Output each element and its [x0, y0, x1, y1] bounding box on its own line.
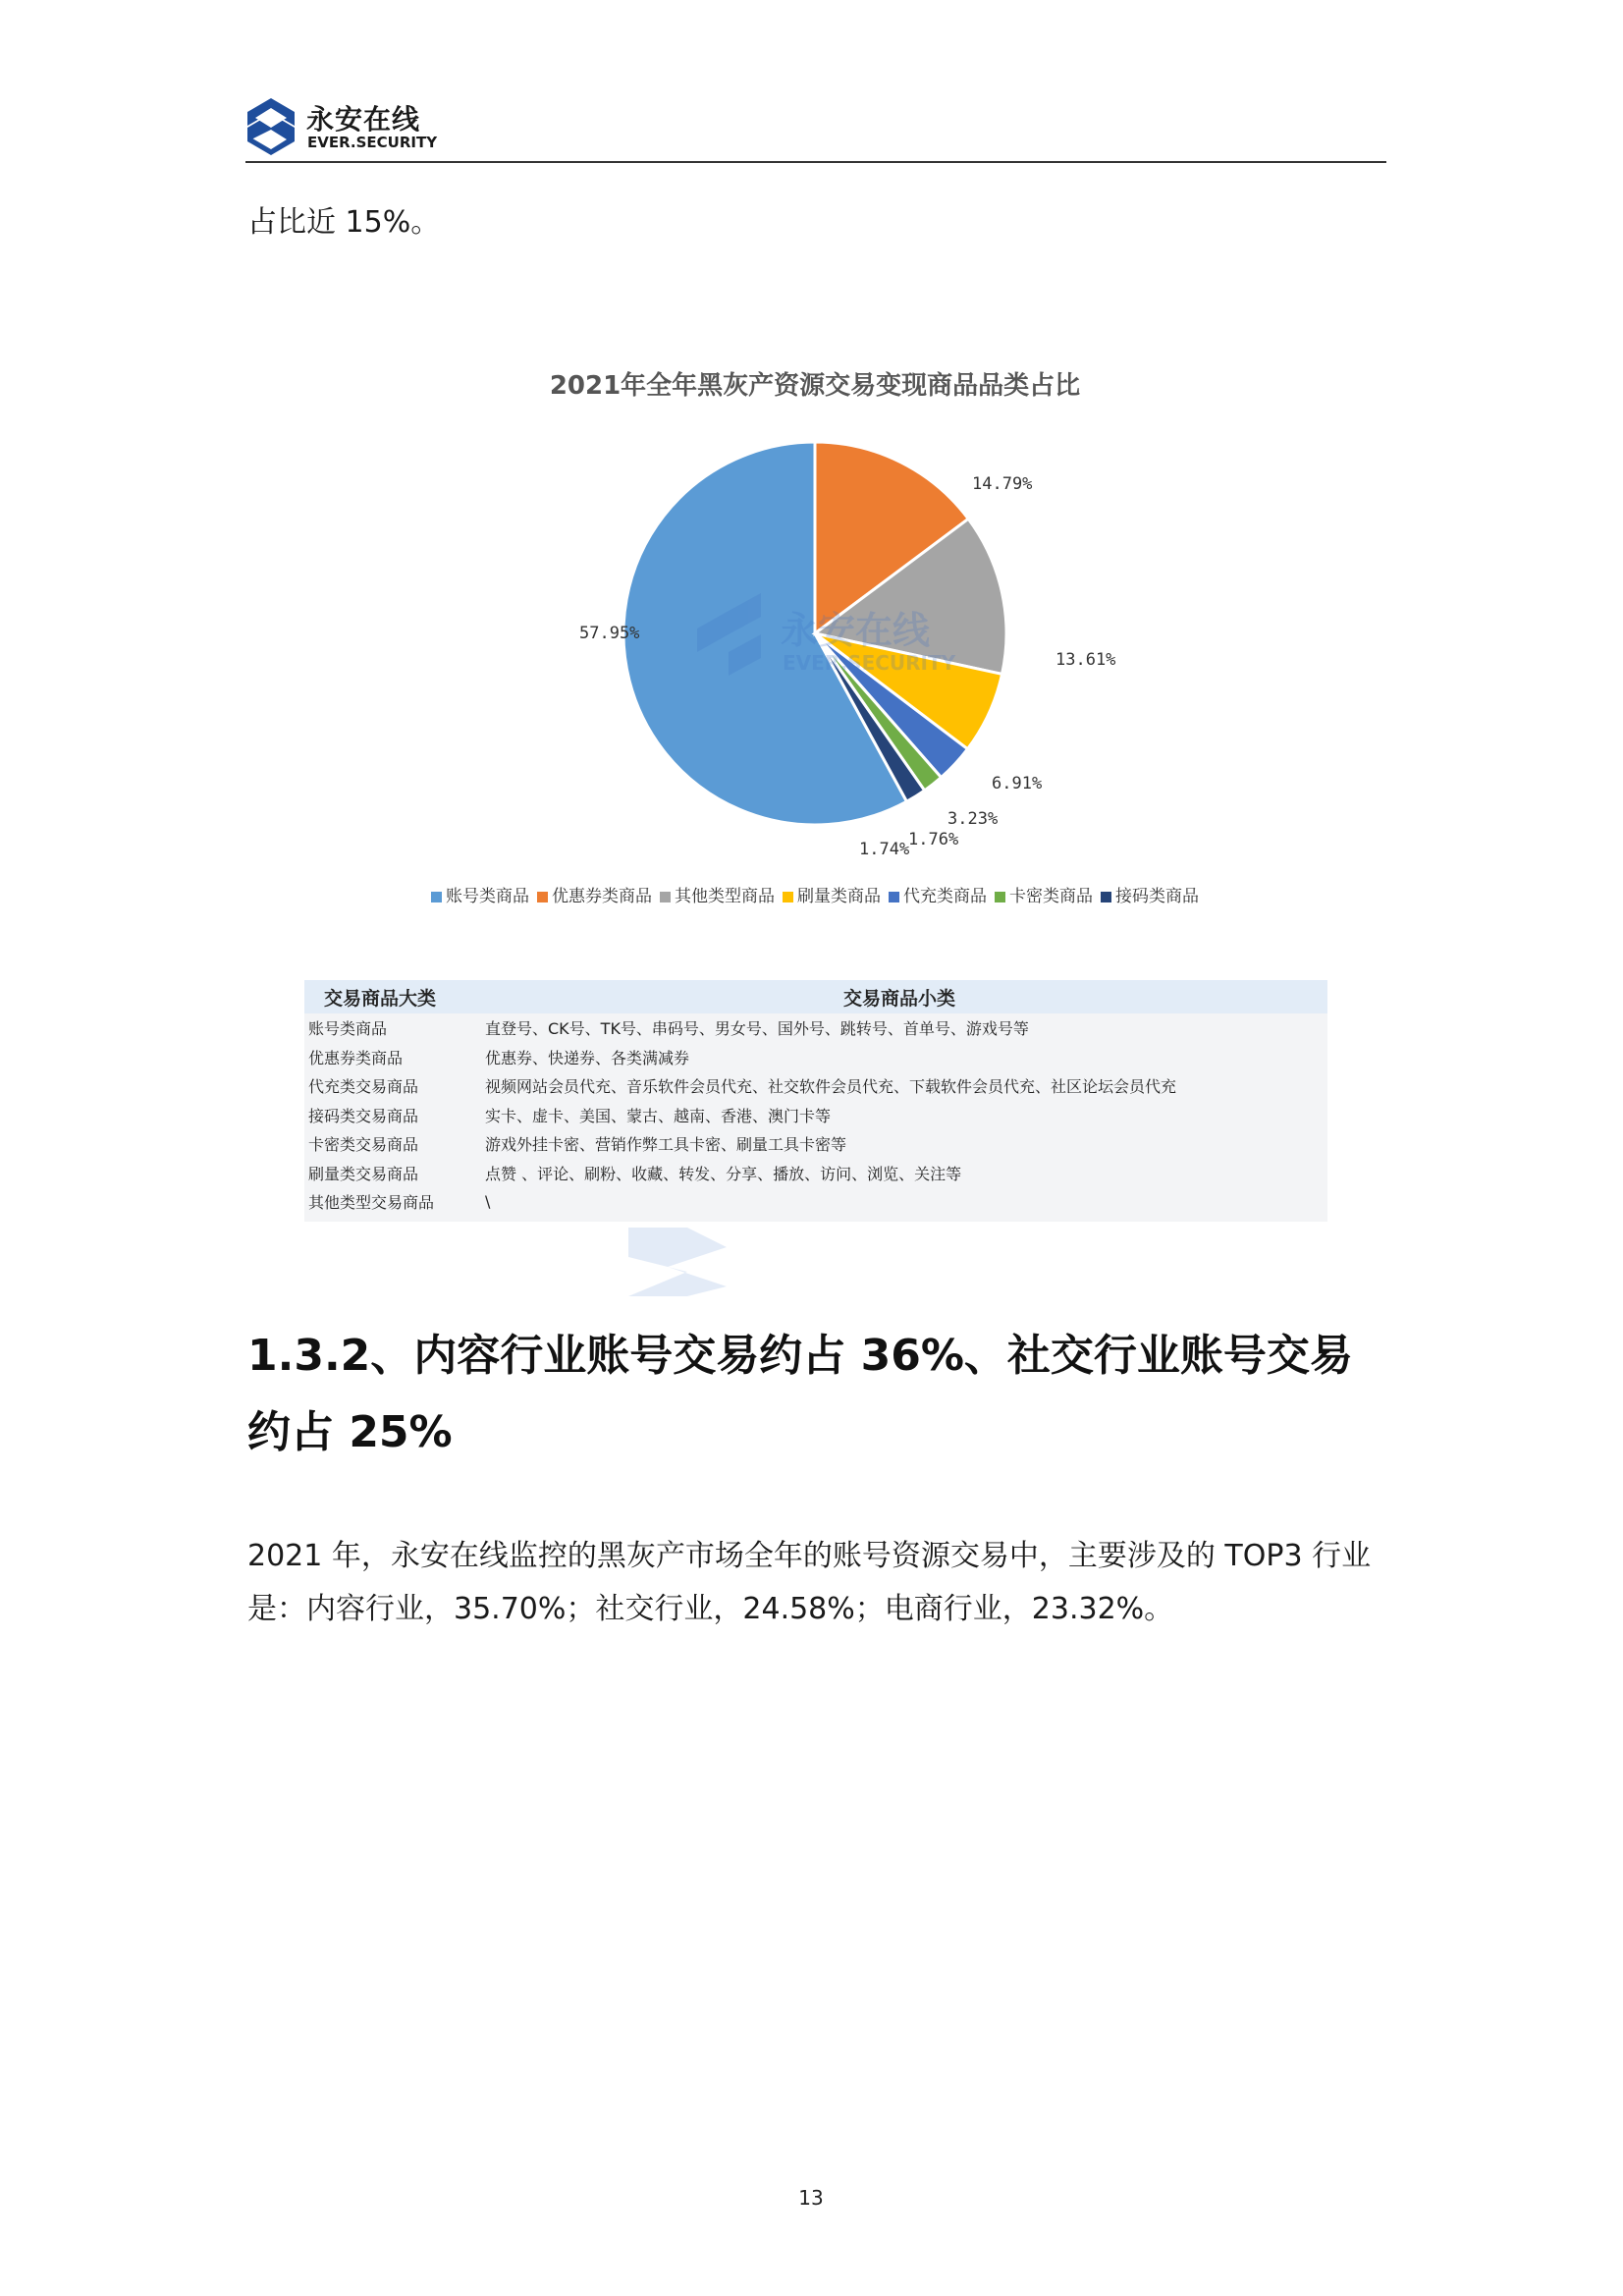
legend-swatch [1101, 892, 1111, 902]
pie-chart [0, 0, 1623, 884]
brand-name-cn: 永安在线 [306, 103, 421, 136]
legend-label: 代充类商品 [903, 887, 987, 906]
table-cell-main: 账号类商品 [308, 1019, 388, 1039]
category-table [304, 980, 1327, 1222]
table-row [304, 1071, 1327, 1101]
table-cell-sub: \ [485, 1192, 491, 1212]
table-cell-sub: 优惠券、快递券、各类满减券 [485, 1048, 690, 1067]
intro-paragraph: 占比近 15%。 [247, 205, 441, 240]
table-header-main-category: 交易商品大类 [324, 987, 437, 1010]
legend-item [1101, 882, 1199, 906]
watermark-large-logo-icon [628, 1228, 727, 1296]
legend-swatch [537, 892, 548, 902]
legend-swatch [431, 892, 442, 902]
table-cell-sub: 直登号、CK号、TK号、串码号、男女号、国外号、跳转号、首单号、游戏号等 [485, 1019, 1029, 1039]
data-label: 14.79% [972, 474, 1033, 494]
table-cell-sub: 视频网站会员代充、音乐软件会员代充、社交软件会员代充、下载软件会员代充、社区论坛会员代充 [485, 1077, 1177, 1097]
legend-item [537, 882, 652, 906]
legend-swatch [889, 892, 899, 902]
table-cell-main: 刷量类交易商品 [308, 1164, 419, 1183]
legend-item [995, 882, 1093, 906]
table-cell-main: 代充类交易商品 [308, 1077, 419, 1097]
table-cell-sub: 点赞 、评论、刷粉、收藏、转发、分享、播放、访问、浏览、关注等 [485, 1164, 962, 1183]
legend-label: 接码类商品 [1115, 887, 1199, 906]
chart-legend [393, 882, 1237, 906]
data-label: 3.23% [947, 809, 999, 829]
table-header-sub-category: 交易商品小类 [842, 987, 955, 1010]
data-label: 1.74% [859, 840, 910, 859]
table-row [304, 1101, 1327, 1130]
table-cell-main: 优惠券类商品 [308, 1048, 404, 1067]
watermark-text-en: EVER.SECURITY [783, 651, 956, 675]
legend-swatch [995, 892, 1005, 902]
section-heading: 1.3.2、内容行业账号交易约占 36%、社交行业账号交易约占 25% [247, 1331, 1353, 1457]
data-label: 57.95% [579, 624, 640, 643]
legend-swatch [783, 892, 793, 902]
table-row [304, 1013, 1327, 1043]
legend-label: 其他类型商品 [675, 887, 775, 906]
legend-item [889, 882, 987, 906]
table-row [304, 1129, 1327, 1159]
watermark-text-cn: 永安在线 [781, 609, 931, 652]
brand-name-en: EVER.SECURITY [307, 134, 438, 151]
table-header-row [304, 980, 1327, 1013]
table-row [304, 1043, 1327, 1072]
chart-title: 2021年全年黑灰产资源交易变现商品品类占比 [549, 371, 1081, 401]
legend-swatch [660, 892, 671, 902]
data-label: 13.61% [1055, 650, 1116, 670]
legend-label: 卡密类商品 [1009, 887, 1093, 906]
legend-label: 刷量类商品 [797, 887, 881, 906]
table-row [304, 1187, 1327, 1217]
table-row [304, 1159, 1327, 1188]
legend-label: 优惠券类商品 [552, 887, 652, 906]
legend-item [431, 882, 529, 906]
table-cell-sub: 实卡、虚卡、美国、蒙古、越南、香港、澳门卡等 [485, 1106, 832, 1125]
table-cell-main: 其他类型交易商品 [308, 1193, 435, 1213]
table-cell-main: 卡密类交易商品 [308, 1135, 419, 1155]
table-cell-main: 接码类交易商品 [308, 1106, 419, 1125]
table-cell-sub: 游戏外挂卡密、营销作弊工具卡密、刷量工具卡密等 [485, 1135, 847, 1155]
legend-label: 账号类商品 [446, 887, 529, 906]
legend-item [660, 882, 775, 906]
section-body: 2021 年，永安在线监控的黑灰产市场全年的账号资源交易中，主要涉及的 TOP3 行业是：内容行业，35.70%；社交行业，24.58%；电商行业，23.32%。 [247, 1539, 1372, 1626]
page-number: 13 [798, 2186, 824, 2210]
data-label: 6.91% [992, 774, 1043, 793]
legend-item [783, 882, 881, 906]
data-label: 1.76% [908, 830, 959, 849]
